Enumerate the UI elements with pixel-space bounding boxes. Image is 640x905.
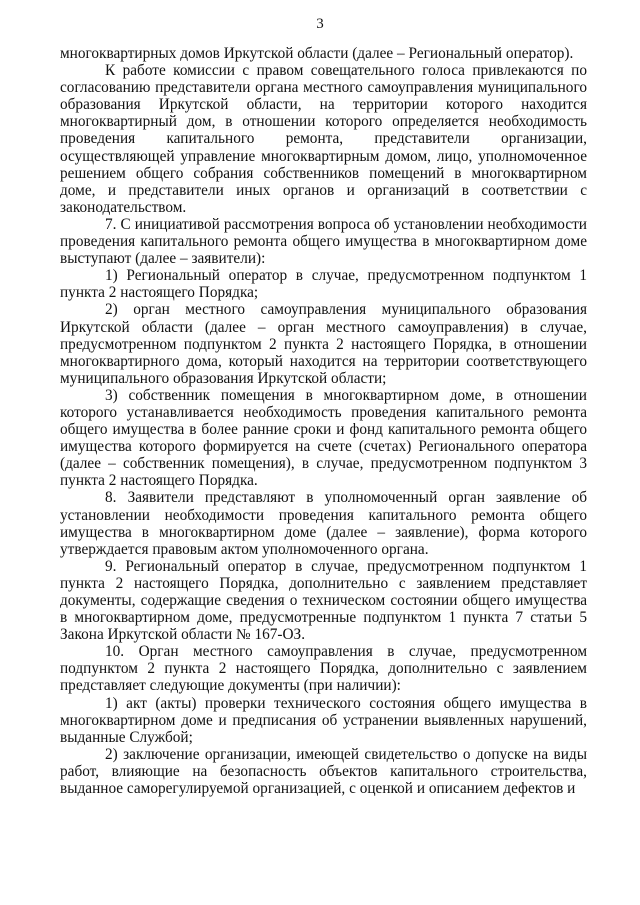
- document-body: [60, 45, 587, 797]
- paragraph-item-10-2: 2) заключение организации, имеющей свидетельство о допуске на виды работ, влияющие на безопасность объектов капитального строительства, выданное саморегулируемой организацией, с оценкой и описанием дефектов и: [60, 745, 587, 798]
- paragraph-item-7: 7. С инициативой рассмотрения вопроса об установлении необходимости проведения капитального ремонта общего имущества в многоквартирном доме выступают (далее – заявители):: [60, 215, 587, 268]
- page-number: 3: [316, 16, 324, 32]
- paragraph-item-10: 10. Орган местного самоуправления в случае, предусмотренном подпунктом 2 пункта 2 настоящего Порядка, дополнительно с заявлением представляет следующие документы (при наличии):: [60, 643, 587, 695]
- paragraph-item-7-2: 2) орган местного самоуправления муниципального образования Иркутской области (далее – орган местного самоуправления) в случае, предусмотренном подпунктом 2 пункта 2 настоящего Порядка, в отношении многоквартирного дома, который находится на территории соответствующего муниципального образования Иркутской области;: [60, 301, 587, 387]
- paragraph-item-8: 8. Заявители представляют в уполномоченный орган заявление об установлении необходимости проведения капитального ремонта общего имущества в многоквартирном доме (далее – заявление), форма которого утверждается правовым актом уполномоченного органа.: [60, 489, 587, 558]
- paragraph-continuation: многоквартирных домов Иркутской области (далее – Региональный оператор).: [60, 45, 574, 62]
- paragraph-item-7-1: 1) Региональный оператор в случае, предусмотренном подпунктом 1 пункта 2 настоящего Порядка;: [60, 267, 587, 302]
- paragraph-item-9: 9. Региональный оператор в случае, предусмотренном подпунктом 1 пункта 2 настоящего Порядка, дополнительно с заявлением представляет документы, содержащие сведения о техническом состоянии общего имущества в многоквартирном доме, предусмотренные подпунктом 1 пункта 7 статьи 5 Закона Иркутской области № 167-ОЗ.: [60, 557, 587, 644]
- paragraph-item-7-3: 3) собственник помещения в многоквартирном доме, в отношении которого устанавливается необходимость проведения капитального ремонта общего имущества в более ранние сроки и фонд капитального ремонта общего имущества которого формируется на счете (счетах) Регионального оператора (далее – собственник помещения), в случае, предусмотренном подпунктом 3 пункта 2 настоящего Порядка.: [60, 386, 587, 490]
- paragraph-commission: К работе комиссии с правом совещательного голоса привлекаются по согласованию представители органа местного самоуправления муниципального образования Иркутской области, на территории которого находится многоквартирный дом, в отношении которого определяется необходимость проведения капитального ремонта, представители организации, осуществляющей управление многоквартирным домом, лицо, уполномоченное решением общего собрания собственников помещений в многоквартирном доме, и представители иных органов и организаций в соответствии с законодательством.: [60, 62, 587, 216]
- paragraph-item-10-1: 1) акт (акты) проверки технического состояния общего имущества в многоквартирном доме и предписания об устранении выявленных нарушений, выданные Службой;: [60, 694, 587, 746]
